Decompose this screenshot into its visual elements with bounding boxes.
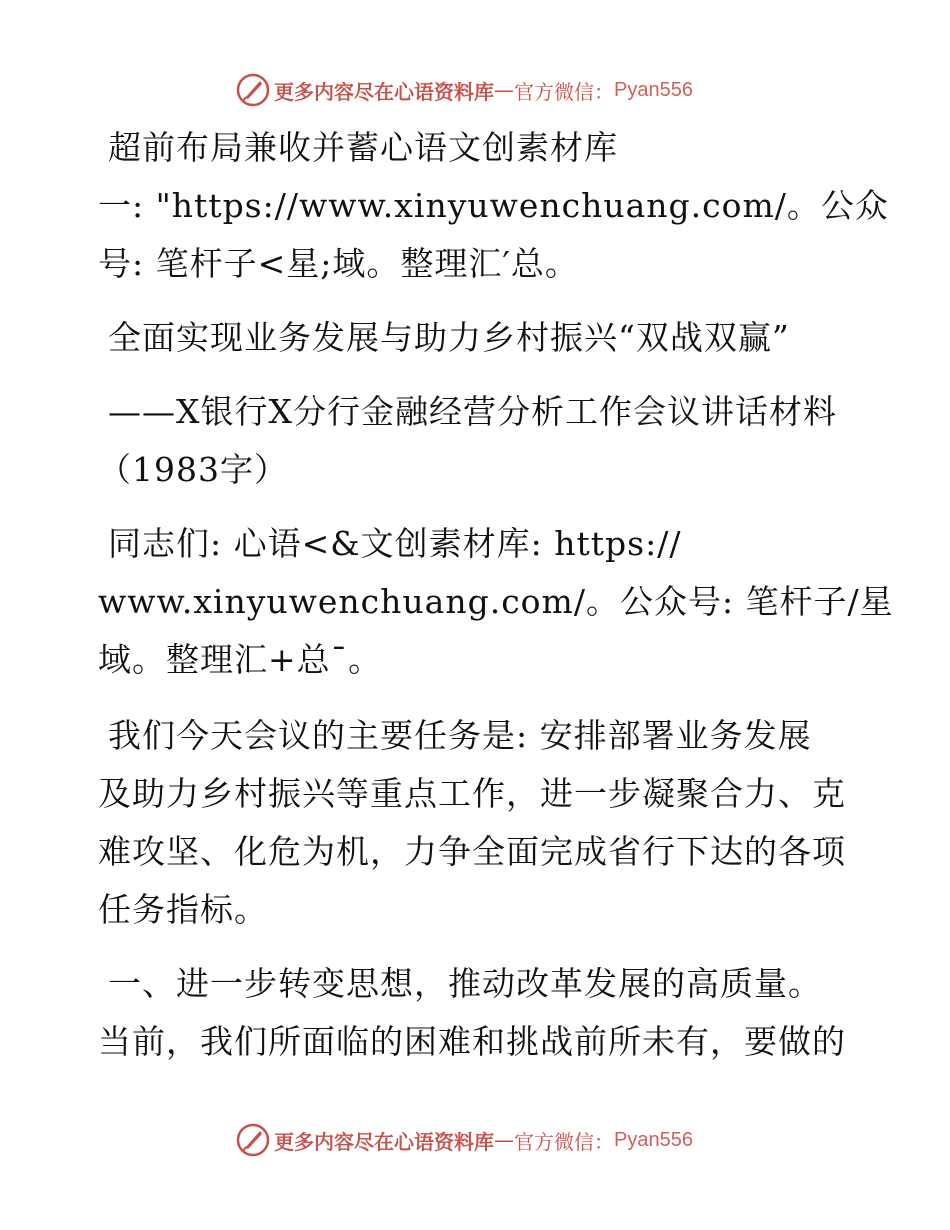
doc-section-heading: 一、进一步转变思想，推动改革发展的高质量。 [108, 964, 822, 1003]
banner-brand-text: 更多内容尽在心语资料库 [274, 79, 494, 104]
doc-line: 同志们: 心语<&文创素材库: https:// [108, 524, 682, 563]
banner-brand-text: 更多内容尽在心语资料库 [274, 1129, 494, 1154]
header-banner [236, 70, 693, 110]
doc-subtitle: ——X银行X分行金融经营分析工作会议讲话材料 [108, 392, 837, 431]
doc-line: （1983字） [98, 450, 288, 489]
banner-wechat-label: 官方微信： [514, 79, 614, 104]
quill-pen-icon [236, 73, 270, 107]
doc-paragraph-line: 难攻坚、化危为机，力争全面完成省行下达的各项 [98, 832, 846, 871]
banner-separator: — [494, 78, 514, 102]
footer-banner [236, 1120, 693, 1160]
banner-wechat-label: 官方微信： [514, 1129, 614, 1154]
doc-line: 域。整理汇+总¯。 [98, 640, 383, 679]
doc-paragraph-line: 及助力乡村振兴等重点工作，进一步凝聚合力、克 [98, 774, 846, 813]
doc-line: 号: 笔杆子<星;域。整理汇′总。 [98, 244, 579, 283]
doc-paragraph-line: 任务指标。 [98, 890, 268, 929]
doc-line: www.xinyuwenchuang.com/。公众号: 笔杆子/星 [98, 582, 894, 621]
doc-line: 一: "https://www.xinyuwenchuang.com/。公众 [98, 186, 889, 225]
doc-title: 全面实现业务发展与助力乡村振兴“双战双赢” [108, 318, 790, 357]
quill-pen-icon [236, 1123, 270, 1157]
banner-separator: — [494, 1128, 514, 1152]
doc-line: 超前布局兼收并蓄心语文创素材库 [108, 128, 618, 167]
banner-wechat-id: Pyan556 [614, 1128, 693, 1151]
doc-paragraph-line: 我们今天会议的主要任务是: 安排部署业务发展 [108, 716, 812, 755]
doc-paragraph-line: 当前，我们所面临的困难和挑战前所未有，要做的 [98, 1022, 846, 1061]
banner-wechat-id: Pyan556 [614, 78, 693, 101]
